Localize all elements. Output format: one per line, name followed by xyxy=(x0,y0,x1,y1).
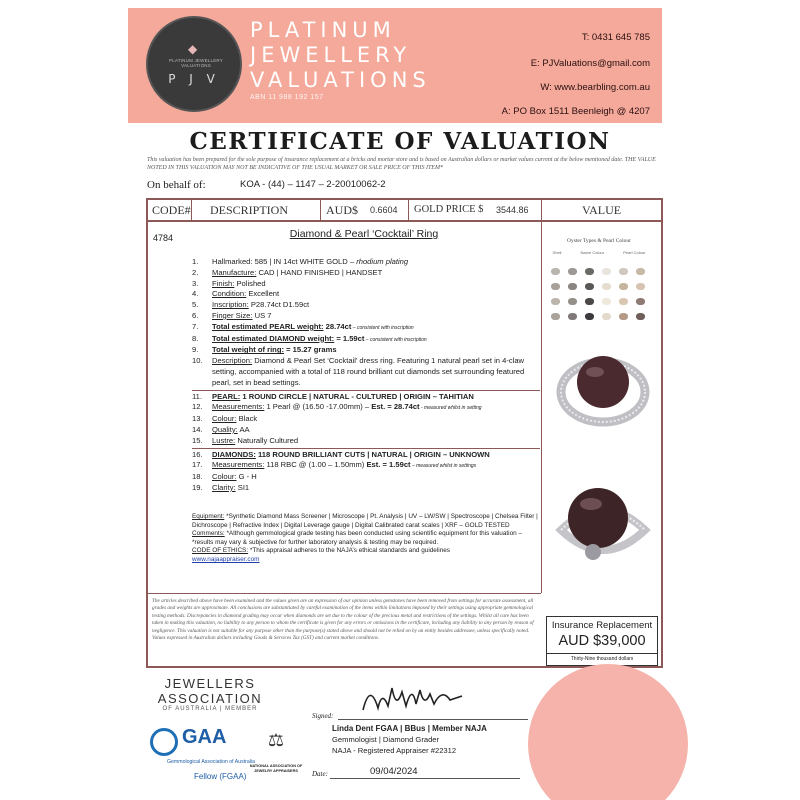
item-label: Manufacture: xyxy=(212,267,257,277)
item-row xyxy=(192,414,540,425)
ja-line-3: OF AUSTRALIA | MEMBER xyxy=(162,706,258,712)
item-note: – measured whilst in settings xyxy=(410,463,477,470)
item-number: 12. xyxy=(192,402,203,412)
contact-email: E: PJValuations@gmail.com xyxy=(530,58,650,69)
signer-role-1: Gemmologist | Diamond Grader xyxy=(332,735,440,744)
item-number: 3. xyxy=(192,278,199,288)
item-value: 28.74ct xyxy=(323,321,352,331)
item-text xyxy=(212,356,540,388)
ring-photo-front xyxy=(553,470,653,580)
item-label: Quality: xyxy=(212,424,238,434)
pearl-colour-swatch xyxy=(602,268,611,275)
item-number: 4. xyxy=(192,289,199,299)
naja-logo-text: NATIONAL ASSOCIATION OF JEWELRY APPRAISERS xyxy=(249,764,303,773)
item-value: 1 Pearl @ (16.50 -17.00mm) – xyxy=(264,402,372,412)
letterhead xyxy=(128,8,662,123)
diamond-icon: ◆ xyxy=(188,42,198,56)
date-label: Date: xyxy=(312,770,328,778)
item-number: 16. xyxy=(192,449,203,459)
item-value: = 1.59ct xyxy=(334,333,365,343)
item-value: CAD | HAND FINISHED | HANDSET xyxy=(256,267,383,277)
item-row xyxy=(192,472,540,483)
item-label: Total weight of ring: xyxy=(212,345,284,355)
item-number: 9. xyxy=(192,345,199,355)
pearl-colour-swatch xyxy=(551,283,560,290)
item-number: 13. xyxy=(192,414,203,424)
value-header: VALUE xyxy=(582,203,622,217)
item-value: = 15.27 grams xyxy=(284,345,337,355)
item-text xyxy=(212,472,540,483)
item-row xyxy=(192,345,540,356)
item-value: G - H xyxy=(236,472,257,482)
item-text xyxy=(212,257,540,268)
item-row xyxy=(192,300,540,311)
item-text xyxy=(212,300,540,311)
item-estimate: Est. = 1.59ct xyxy=(366,460,411,470)
gold-price-value: 3544.86 xyxy=(496,205,529,215)
pearl-colour-swatch xyxy=(551,268,560,275)
item-text xyxy=(212,392,540,403)
gaa-subtitle: Gemmological Association of Australia xyxy=(167,759,255,765)
notes-block xyxy=(192,513,542,565)
divider xyxy=(320,200,321,220)
item-label: Finish: xyxy=(212,278,235,288)
insurance-label: Insurance Replacement xyxy=(551,620,653,631)
item-number: 6. xyxy=(192,310,199,320)
item-note: – consistent with inscription xyxy=(351,324,414,331)
intro-statement: This valuation has been prepared for the sole purpose of insurance replacement at a bricks and mortar store and is based on Australian dollars or market values current at the below mentioned date. THE VALUE NOTED IN THIS VALUATION MAY NOT BE INDICATIVE OF THE USUAL MARKET OR SALE PRICE OF THIS ITEM* xyxy=(147,157,656,171)
chart-col-shell: Shell xyxy=(552,250,562,255)
item-title: Diamond & Pearl ‘Cocktail’ Ring xyxy=(289,228,439,240)
table-header-row xyxy=(148,200,661,222)
item-label: Colour: xyxy=(212,472,237,482)
ethics-label: CODE OF ETHICS: xyxy=(192,547,249,555)
item-label: DIAMONDS: xyxy=(212,449,256,459)
pearl-colour-swatch xyxy=(636,298,645,305)
logo-small-text: PLATINUM JEWELLERY VALUATIONS xyxy=(169,58,223,68)
item-text xyxy=(212,450,540,461)
item-note: – consistent with inscription xyxy=(364,336,427,343)
item-text xyxy=(212,279,540,290)
contact-phone: T: 0431 645 785 xyxy=(581,32,650,43)
scales-icon: ⚖ xyxy=(267,730,285,750)
item-label: Colour: xyxy=(212,414,237,424)
brand-line-1: PLATINUM xyxy=(250,18,396,42)
oyster-pearl-colour-chart xyxy=(543,238,655,333)
item-row xyxy=(192,390,540,403)
item-number: 2. xyxy=(192,267,199,277)
insurance-value: AUD $39,000 xyxy=(558,633,646,649)
ethics-text: *This appraisal adheres to the NAJA’s ethical standards and guidelines xyxy=(248,547,451,555)
logo-initials: P J V xyxy=(168,72,220,86)
contact-address: A: PO Box 1511 Beenleigh @ 4207 xyxy=(501,106,650,117)
pearl-colour-swatch xyxy=(585,283,594,290)
item-value: Naturally Cultured xyxy=(235,435,299,445)
aud-value: 0.6604 xyxy=(370,205,398,215)
item-value: Black xyxy=(236,414,258,424)
item-code: 4784 xyxy=(153,233,174,243)
brand-line-2: JEWELLERY xyxy=(250,43,412,67)
item-row xyxy=(192,322,540,334)
item-number: 1. xyxy=(192,257,199,266)
item-text xyxy=(212,311,540,322)
item-row xyxy=(192,425,540,436)
pearl-colour-swatch xyxy=(551,313,560,320)
item-text xyxy=(212,268,540,279)
item-text xyxy=(212,402,540,414)
pearl-colour-swatch xyxy=(636,268,645,275)
item-label: Clarity: xyxy=(212,482,236,492)
item-text xyxy=(212,436,540,447)
item-label: Total estimated DIAMOND weight: xyxy=(212,333,335,343)
on-behalf-value: KOA - (44) – 1147 – 2-20010062-2 xyxy=(240,179,386,190)
pearl-colour-swatch xyxy=(585,298,594,305)
divider xyxy=(408,200,409,220)
item-label: Description: xyxy=(212,356,253,366)
item-label: Total estimated PEARL weight: xyxy=(212,321,324,331)
item-text xyxy=(212,483,540,494)
item-value: 118 ROUND BRILLIANT CUTS | NATURAL | ORIGIN – UNKNOWN xyxy=(255,449,490,459)
item-label: Measurements: xyxy=(212,460,265,470)
ja-line-2: ASSOCIATION xyxy=(157,691,263,706)
pearl-colour-swatch xyxy=(619,298,628,305)
item-label: Lustre: xyxy=(212,435,236,445)
naja-link[interactable]: www.najaappraiser.com xyxy=(192,555,260,563)
item-row xyxy=(192,460,540,472)
chart-title: Oyster Types & Pearl Colour xyxy=(567,238,631,244)
item-row xyxy=(192,268,540,279)
divider xyxy=(191,200,192,220)
contact-website: W: www.bearbling.com.au xyxy=(540,82,650,93)
pink-seal xyxy=(528,664,688,800)
pearl-colour-swatch xyxy=(636,283,645,290)
comments-text: *Although gemmological grade testing has been conducted using scientific equipment for this valuation – *results may vary & subjective for further laboratory analysis & testing may be required. xyxy=(192,530,523,546)
item-number: 18. xyxy=(192,472,203,482)
signer-role-2: NAJA - Registered Appraiser #22312 xyxy=(332,746,457,755)
valuation-table xyxy=(146,198,663,668)
pearl-colour-swatch xyxy=(568,268,577,275)
pearl-colour-swatch xyxy=(551,298,560,305)
pearl-colour-swatch xyxy=(619,283,628,290)
item-number: 19. xyxy=(192,482,203,492)
item-value: 1 ROUND CIRCLE | NATURAL - CULTURED | ORIGIN – TAHITIAN xyxy=(240,391,474,401)
disclaimer: The articles described above have been examined and the values given are an expression of our opinion unless gemstones have been removed from settings for accurate assessment, all grades and weights are approximate. All conclusions are substantiated by careful examination of the items within limitations imposed by their settings using appropriate gemmological testing methods. Discrepancies in diamond grading may occur when diamonds are set due to the colour of the precious metal and restrictions of the settings. Whilst all care has been taken in making this valuation, no liability to any person to whom the certificate is given for any errors or omissions in the certificate, including any liability to any person by reason of negligence. This valuation is not suitable for any purpose other than the purpose(s) stated above and should not be relied on by an entity besides addressee, unless specifically noted. Values expressed in Australian dollars including Goods & Services Tax (GST) and current market conditions. xyxy=(148,593,541,666)
item-note: rhodium plating xyxy=(356,257,409,266)
item-row xyxy=(192,257,540,268)
item-value: Excellent xyxy=(246,289,280,299)
item-number: 5. xyxy=(192,300,199,310)
pearl-colour-swatch xyxy=(602,298,611,305)
item-label: Finger Size: xyxy=(212,310,253,320)
comments-label: Comments: xyxy=(192,530,225,538)
item-value: 118 RBC @ (1.00 – 1.50mm) xyxy=(264,460,367,470)
item-row xyxy=(192,279,540,290)
fellow-text: Fellow (FGAA) xyxy=(194,772,247,781)
pearl-colour-swatch xyxy=(568,283,577,290)
item-row xyxy=(192,402,540,414)
item-text xyxy=(212,414,540,425)
item-text xyxy=(212,334,540,346)
item-value: Hallmarked: 585 | IN 14ct WHITE GOLD – xyxy=(212,257,357,266)
date-line xyxy=(330,778,520,779)
ring-photo-side xyxy=(553,340,653,435)
item-value: US 7 xyxy=(252,310,272,320)
item-number: 8. xyxy=(192,333,199,343)
item-row xyxy=(192,334,540,346)
code-header: CODE# xyxy=(152,203,191,217)
jewellers-association-logo xyxy=(150,676,270,712)
item-number: 11. xyxy=(192,391,202,401)
item-number: 17. xyxy=(192,460,203,470)
item-value: Polished xyxy=(234,278,266,288)
item-value: SI1 xyxy=(235,482,250,492)
brand-line-3: VALUATIONS xyxy=(250,68,431,92)
signature xyxy=(358,680,468,716)
date-value: 09/04/2024 xyxy=(370,766,418,777)
item-value: AA xyxy=(237,424,250,434)
item-value: P28.74ct D1.59ct xyxy=(248,300,310,310)
pjv-logo xyxy=(146,16,242,112)
ja-line-1: JEWELLERS xyxy=(164,676,256,691)
item-row xyxy=(192,289,540,300)
pearl-colour-swatch xyxy=(636,313,645,320)
item-text xyxy=(212,322,540,334)
item-text xyxy=(212,345,540,356)
item-number: 7. xyxy=(192,321,199,331)
item-label: Condition: xyxy=(212,289,247,299)
pearl-colour-swatch xyxy=(602,283,611,290)
gold-price-label: GOLD PRICE $ xyxy=(414,204,484,215)
pearl-colour-swatch xyxy=(585,268,594,275)
pearl-colour-swatch xyxy=(568,298,577,305)
gaa-globe-icon xyxy=(150,728,178,756)
item-number: 14. xyxy=(192,424,203,434)
item-row xyxy=(192,436,540,447)
pearl-colour-swatch xyxy=(619,313,628,320)
item-row xyxy=(192,448,540,461)
item-text xyxy=(212,460,540,472)
equipment-text: *Synthetic Diamond Mass Screener | Microscope | Pt. Analysis | UV – LW/SW | Spectroscope | Chelsea Filter | Dichroscope | Refractive Index | Digital Leverage gauge | Digital Calibrated carat scales | XRF – GOLD TESTED xyxy=(192,513,538,529)
item-note: - measured whilst in setting xyxy=(419,405,482,412)
item-label: PEARL: xyxy=(212,391,241,401)
item-estimate: Est. = 28.74ct xyxy=(371,402,420,412)
signer-name: Linda Dent FGAA | BBus | Member NAJA xyxy=(332,724,487,733)
insurance-value-box xyxy=(546,616,658,666)
gaa-logo-text: GAA xyxy=(182,726,227,748)
description-header: DESCRIPTION xyxy=(210,203,289,217)
item-row xyxy=(192,356,540,388)
signature-line xyxy=(338,719,528,720)
certificate-title: CERTIFICATE OF VALUATION xyxy=(189,128,611,155)
signed-label: Signed: xyxy=(312,712,334,720)
item-details-list xyxy=(192,257,540,494)
pearl-colour-swatch xyxy=(602,313,611,320)
chart-col-pearl: Pearl Colour xyxy=(623,250,646,255)
pearl-colour-swatch xyxy=(585,313,594,320)
item-label: Measurements: xyxy=(212,402,265,412)
equipment-label: Equipment: xyxy=(192,513,225,520)
item-number: 10. xyxy=(192,356,203,366)
pearl-colour-swatch xyxy=(568,313,577,320)
item-number: 15. xyxy=(192,435,203,445)
item-text xyxy=(212,425,540,436)
abn: ABN 11 988 192 157 xyxy=(250,94,324,101)
on-behalf-label: On behalf of: xyxy=(147,179,206,191)
pearl-colour-swatch xyxy=(619,268,628,275)
chart-col-nacre: Nacre Colour xyxy=(580,250,605,255)
item-value: Diamond & Pearl Set ‘Cocktail’ dress ring. Featuring 1 natural pearl set in 4-claw setting, accompanied with a total of 118 round brilliant cut diamonds set surrounding featured pearl, set in bead settings. xyxy=(212,356,525,387)
item-label: Inscription: xyxy=(212,300,249,310)
aud-label: AUD$ xyxy=(326,203,358,217)
insurance-value-words: Thirty-Nine thousand dollars xyxy=(547,653,657,662)
item-text xyxy=(212,289,540,300)
item-row xyxy=(192,311,540,322)
item-row xyxy=(192,483,540,494)
